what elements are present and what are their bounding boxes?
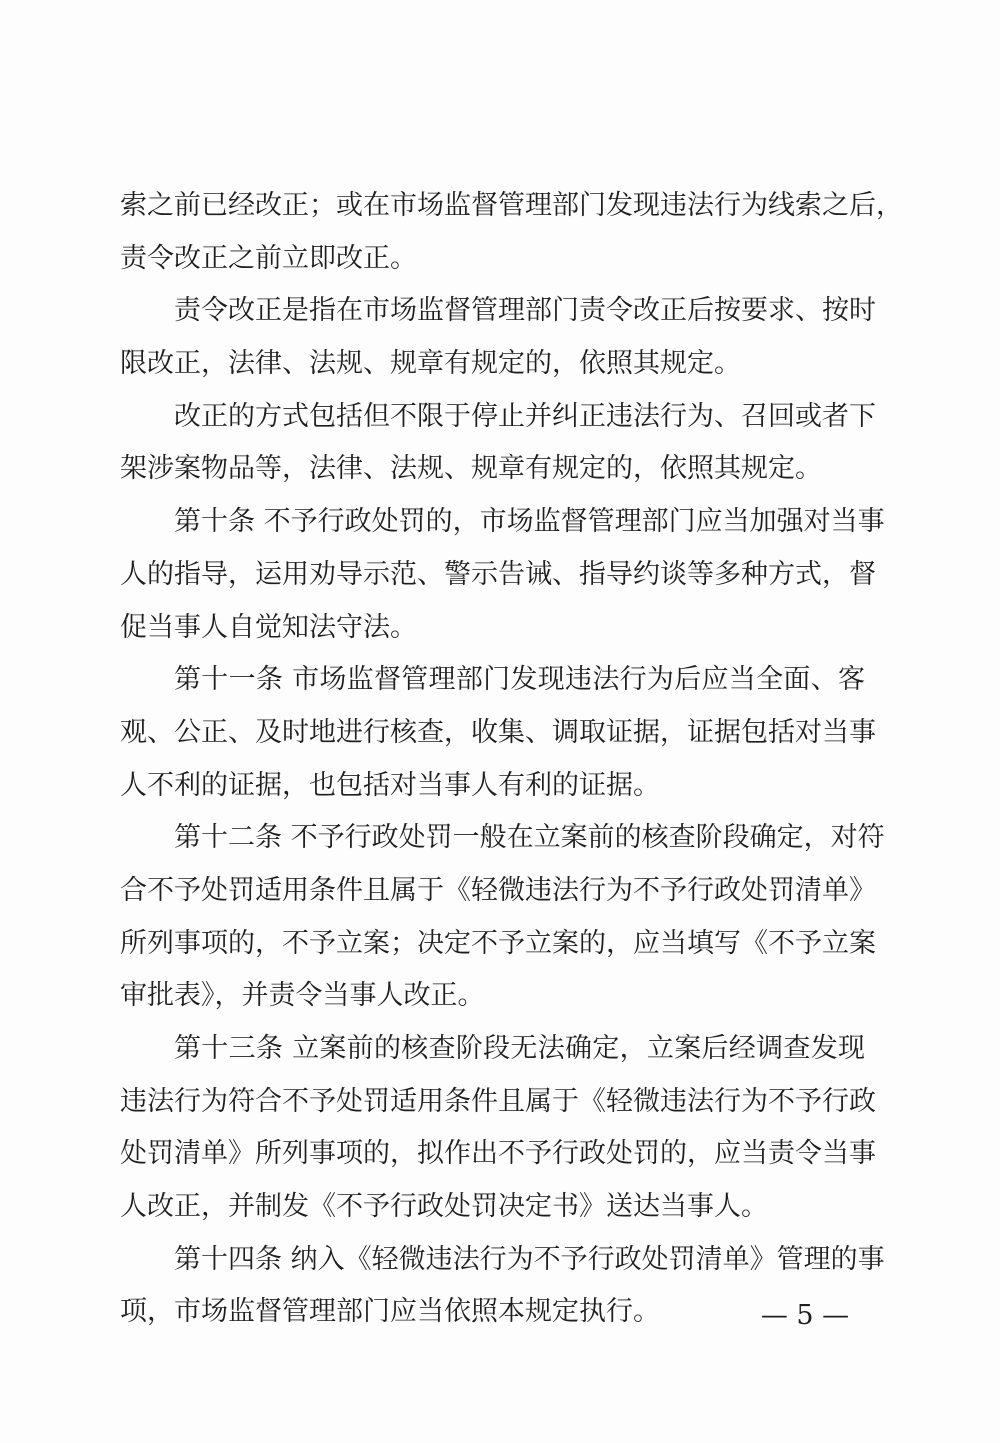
text-line-22: 项，市场监督管理部门应当依照本规定执行。 <box>120 1296 660 1328</box>
text-line-11: 观、公正、及时地进行核查，收集、调取证据，证据包括对当事 <box>120 716 876 748</box>
text-line-5: 改正的方式包括但不限于停止并纠正违法行为、召回或者下 <box>174 400 876 432</box>
text-line-13: 第十二条 不予行政处罚一般在立案前的核查阶段确定，对符 <box>174 822 885 854</box>
text-line-15: 所列事项的，不予立案；决定不予立案的，应当填写《不予立案 <box>120 927 876 959</box>
text-line-6: 架涉案物品等，法律、法规、规章有规定的，依照其规定。 <box>120 453 822 485</box>
text-line-4: 限改正，法律、法规、规章有规定的，依照其规定。 <box>120 348 741 380</box>
text-line-20: 人改正，并制发《不予行政处罚决定书》送达当事人。 <box>120 1191 768 1223</box>
text-line-19: 处罚清单》所列事项的，拟作出不予行政处罚的，应当责令当事 <box>120 1138 876 1170</box>
text-line-21: 第十四条 纳入《轻微违法行为不予行政处罚清单》管理的事 <box>174 1243 885 1275</box>
body-text <box>120 180 903 1339</box>
text-line-12: 人不利的证据，也包括对当事人有利的证据。 <box>120 769 660 801</box>
text-line-9: 促当事人自觉知法守法。 <box>120 611 417 643</box>
text-line-8: 人的指导，运用劝导示范、警示告诫、指导约谈等多种方式，督 <box>120 558 876 590</box>
text-line-14: 合不予处罚适用条件且属于《轻微违法行为不予行政处罚清单》 <box>120 874 876 906</box>
text-line-17: 第十三条 立案前的核查阶段无法确定，立案后经调查发现 <box>174 1033 865 1064</box>
text-line-7: 第十条 不予行政处罚的，市场监督管理部门应当加强对当事 <box>174 506 885 538</box>
text-line-18: 违法行为符合不予处罚适用条件且属于《轻微违法行为不予行政 <box>120 1085 876 1117</box>
text-line-10: 第十一条 市场监督管理部门发现违法行为后应当全面、客 <box>174 664 865 696</box>
text-line-1: 索之前已经改正；或在市场监督管理部门发现违法行为线索之后， <box>120 190 903 221</box>
text-line-3: 责令改正是指在市场监督管理部门责令改正后按要求、按时 <box>174 295 876 327</box>
text-line-2: 责令改正之前立即改正。 <box>120 242 417 274</box>
text-line-16: 审批表》，并责令当事人改正。 <box>120 980 485 1012</box>
page-number: — 5 — <box>760 1300 850 1331</box>
